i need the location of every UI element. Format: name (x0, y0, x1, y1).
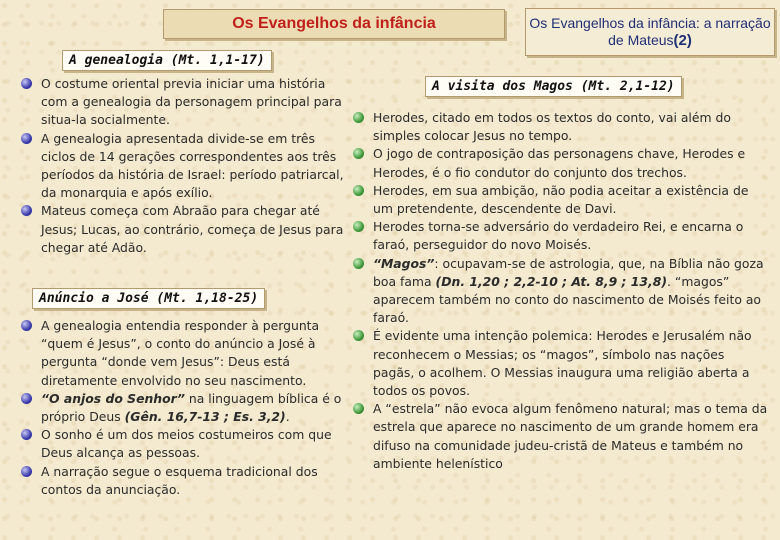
list-item: “Magos”: ocupavam-se de astrologia, que, na Bíblia não goza boa fama (Dn. 1,20 ; 2,2-10 ; At. 8,9 ; 13,8). “magos” aparecem também no conto do nascimento de Moisés feito ao faraó. (373, 255, 768, 328)
heading-magos: A visita dos Magos (Mt. 2,1-12) (425, 76, 682, 97)
bullet-icon (21, 393, 32, 404)
slide-title (163, 9, 505, 39)
slide-subtitle (525, 8, 775, 56)
slide-title-text: Os Evangelhos da infância (232, 15, 436, 32)
list-item: A narração segue o esquema tradicional dos contos da anunciação. (41, 463, 353, 499)
bullet-icon (353, 330, 364, 341)
list-item: A genealogia apresentada divide-se em três ciclos de 14 gerações correspondentes aos três períodos da história de Israel: período patriarcal, da monarquia e após exílio. (41, 130, 351, 203)
list-item: A “estrela” não evoca algum fenômeno natural; mas o tema da estrela que aparece no nascimento de um grande homem era difuso na comunidade judeu-cristã de Mateus e também no ambiente helenístico (373, 400, 768, 473)
bullet-icon (21, 133, 32, 144)
bullet-icon (353, 148, 364, 159)
heading-anuncio: Anúncio a José (Mt. 1,18-25) (32, 288, 265, 309)
list-item: Herodes torna-se adversário do verdadeiro Rei, e encarna o faraó, perseguidor do novo Moisés. (373, 218, 768, 254)
list-item: A genealogia entendia responder à pergunta “quem é Jesus”, o conto do anúncio a José à pergunta “donde vem Jesus”: Deus está diretamente envolvido no seu nascimento. (41, 317, 353, 390)
list-anuncio (41, 317, 353, 499)
bullet-icon (353, 112, 364, 123)
bullet-icon (21, 429, 32, 440)
bullet-icon (21, 320, 32, 331)
bullet-icon (353, 185, 364, 196)
subtitle-number: (2) (673, 32, 692, 49)
list-item: Mateus começa com Abraão para chegar até Jesus; Lucas, ao contrário, começa de Jesus para chegar até Adão. (41, 202, 351, 257)
bullet-icon (353, 221, 364, 232)
heading-genealogia: A genealogia (Mt. 1,1-17) (62, 50, 272, 71)
list-magos (373, 109, 768, 473)
bullet-icon (21, 466, 32, 477)
list-item: O jogo de contraposição das personagens chave, Herodes e Herodes, é o fio condutor do conjunto dos trechos. (373, 145, 768, 181)
list-item: Herodes, em sua ambição, não podia aceitar a existência de um pretendente, descendente de Davi. (373, 182, 768, 218)
list-item: O sonho é um dos meios costumeiros com que Deus alcança as pessoas. (41, 426, 353, 462)
bullet-icon (21, 78, 32, 89)
bullet-icon (353, 258, 364, 269)
list-genealogia (41, 75, 351, 257)
list-item: Herodes, citado em todos os textos do conto, vai além do simples colocar Jesus no tempo. (373, 109, 768, 145)
bullet-icon (21, 205, 32, 216)
list-item: É evidente uma intenção polemica: Herodes e Jerusalém não reconhecem o Messias; os “magos”, símbolo nas nações pagãs, o acolhem. O Messias inaugura uma religião aberta a todos os povos. (373, 327, 768, 400)
bullet-icon (353, 403, 364, 414)
slide-subtitle-text: Os Evangelhos da infância: a narração de Mateus(2) (529, 15, 771, 49)
list-item: “O anjos do Senhor” na linguagem bíblica é o próprio Deus (Gên. 16,7-13 ; Es. 3,2). (41, 390, 353, 426)
list-item: O costume oriental previa iniciar uma história com a genealogia da personagem principal para situa-la socialmente. (41, 75, 351, 130)
